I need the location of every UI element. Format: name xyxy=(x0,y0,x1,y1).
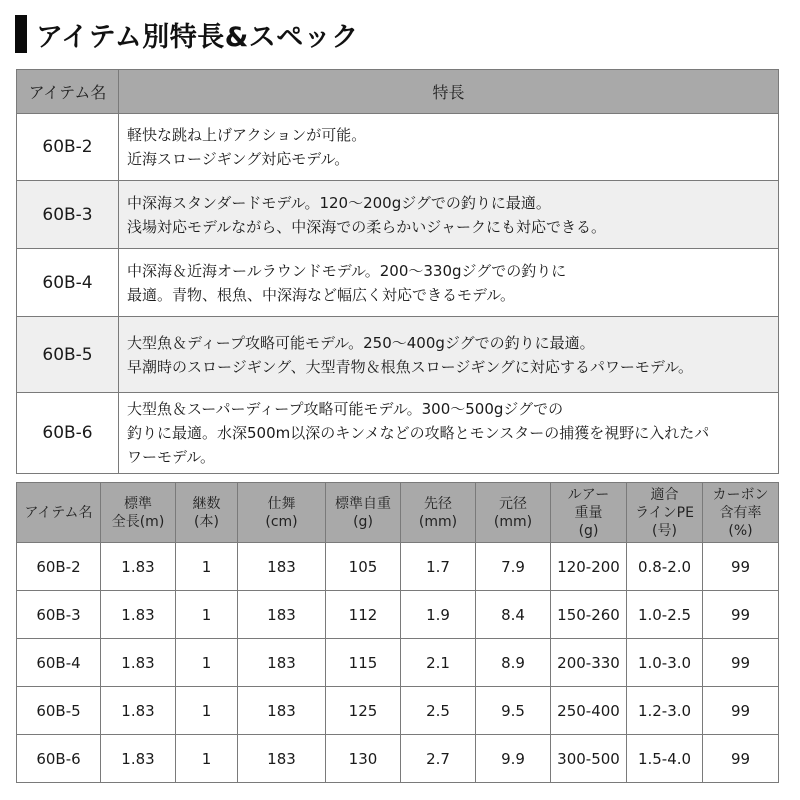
description-line: 浅場対応モデルながら、中深海での柔らかいジャークにも対応できる。 xyxy=(127,217,606,236)
features-row xyxy=(17,249,779,317)
description-line: 大型魚＆ディープ攻略可能モデル。250～400gジグでの釣りに最適。 xyxy=(127,333,595,352)
spec-column-header xyxy=(238,483,326,543)
spec-cell: 183 xyxy=(238,543,326,591)
spec-cell: 60B-4 xyxy=(17,639,101,687)
spec-column-header xyxy=(17,483,101,543)
features-row xyxy=(17,181,779,249)
header-line: アイテム名 xyxy=(24,504,93,521)
item-description xyxy=(119,317,779,393)
description-line: ワーモデル。 xyxy=(127,448,216,466)
spec-cell: 120-200 xyxy=(551,543,627,591)
item-name: 60B-5 xyxy=(17,317,119,393)
spec-cell: 150-260 xyxy=(551,591,627,639)
spec-cell: 115 xyxy=(326,639,401,687)
spec-column-header xyxy=(476,483,551,543)
spec-cell: 250-400 xyxy=(551,687,627,735)
header-line: (号) xyxy=(652,522,677,539)
spec-cell: 183 xyxy=(238,735,326,783)
header-line: (%) xyxy=(728,522,753,539)
heading-accent-bar xyxy=(15,15,27,53)
header-line: カーボン xyxy=(712,486,769,503)
spec-cell: 8.9 xyxy=(476,639,551,687)
item-name: 60B-2 xyxy=(17,114,119,181)
spec-cell: 300-500 xyxy=(551,735,627,783)
header-item-name: アイテム名 xyxy=(17,70,119,114)
header-line: 標準自重 xyxy=(335,495,391,512)
spec-column-header xyxy=(551,483,627,543)
spec-cell: 2.5 xyxy=(401,687,476,735)
spec-cell: 8.4 xyxy=(476,591,551,639)
spec-cell: 60B-6 xyxy=(17,735,101,783)
spec-cell: 2.1 xyxy=(401,639,476,687)
spec-cell: 60B-5 xyxy=(17,687,101,735)
spec-cell: 1 xyxy=(176,591,238,639)
page-title: アイテム別特長&スペック xyxy=(36,21,359,53)
header-line: 含有率 xyxy=(719,504,762,521)
spec-row xyxy=(17,639,779,687)
spec-cell: 99 xyxy=(703,543,779,591)
spec-cell: 99 xyxy=(703,591,779,639)
spec-cell: 1.0-2.5 xyxy=(627,591,703,639)
spec-cell: 0.8-2.0 xyxy=(627,543,703,591)
spec-column-header xyxy=(401,483,476,543)
features-header-row xyxy=(17,70,779,114)
spec-cell: 1.5-4.0 xyxy=(627,735,703,783)
spec-cell: 2.7 xyxy=(401,735,476,783)
header-line: 仕舞 xyxy=(267,495,296,512)
header-line: (g) xyxy=(578,522,599,539)
header-line: 重量 xyxy=(574,504,603,521)
header-features: 特長 xyxy=(119,70,779,114)
spec-column-header xyxy=(627,483,703,543)
header-line: 継数 xyxy=(192,495,221,512)
description-line: 中深海スタンダードモデル。120～200gジグでの釣りに最適。 xyxy=(127,193,551,212)
item-description xyxy=(119,114,779,181)
spec-cell: 130 xyxy=(326,735,401,783)
features-row xyxy=(17,317,779,393)
description-line: 中深海＆近海オールラウンドモデル。200～330gジグでの釣りに xyxy=(127,261,567,280)
features-table xyxy=(16,69,779,474)
spec-cell: 1.83 xyxy=(101,543,176,591)
spec-cell: 105 xyxy=(326,543,401,591)
spec-cell: 1 xyxy=(176,639,238,687)
spec-cell: 1.83 xyxy=(101,735,176,783)
spec-cell: 60B-2 xyxy=(17,543,101,591)
header-line: (cm) xyxy=(265,513,298,530)
description-line: 大型魚＆スーパーディープ攻略可能モデル。300～500gジグでの xyxy=(127,400,564,418)
spec-cell: 1 xyxy=(176,687,238,735)
item-name: 60B-4 xyxy=(17,249,119,317)
spec-column-header xyxy=(176,483,238,543)
spec-cell: 1.7 xyxy=(401,543,476,591)
spec-cell: 1.0-3.0 xyxy=(627,639,703,687)
spec-row xyxy=(17,543,779,591)
spec-cell: 183 xyxy=(238,591,326,639)
spec-cell: 60B-3 xyxy=(17,591,101,639)
specs-header-row xyxy=(17,483,779,543)
spec-row xyxy=(17,687,779,735)
spec-row xyxy=(17,591,779,639)
spec-cell: 99 xyxy=(703,735,779,783)
spec-cell: 7.9 xyxy=(476,543,551,591)
header-line: (mm) xyxy=(493,513,533,530)
description-line: 最適。青物、根魚、中深海など幅広く対応できるモデル。 xyxy=(127,285,516,304)
item-description xyxy=(119,249,779,317)
description-line: 早潮時のスロージギング、大型青物＆根魚スロージギングに対応するパワーモデル。 xyxy=(127,357,693,376)
header-line: 元径 xyxy=(499,495,527,512)
spec-column-header xyxy=(703,483,779,543)
spec-cell: 125 xyxy=(326,687,401,735)
item-description xyxy=(119,393,779,474)
header-line: 先径 xyxy=(424,495,452,512)
spec-cell: 99 xyxy=(703,687,779,735)
features-row xyxy=(17,114,779,181)
spec-row xyxy=(17,735,779,783)
spec-cell: 9.5 xyxy=(476,687,551,735)
item-description xyxy=(119,181,779,249)
header-line: 適合 xyxy=(650,486,679,503)
header-line: (本) xyxy=(194,513,219,530)
item-name: 60B-3 xyxy=(17,181,119,249)
spec-cell: 99 xyxy=(703,639,779,687)
item-name: 60B-6 xyxy=(17,393,119,474)
header-line: ルアー xyxy=(567,486,610,503)
spec-cell: 9.9 xyxy=(476,735,551,783)
description-line: 近海スロージギング対応モデル。 xyxy=(127,150,350,168)
spec-cell: 1 xyxy=(176,735,238,783)
spec-cell: 112 xyxy=(326,591,401,639)
header-line: (mm) xyxy=(418,513,458,530)
spec-cell: 1.83 xyxy=(101,687,176,735)
spec-cell: 1.83 xyxy=(101,639,176,687)
spec-cell: 183 xyxy=(238,687,326,735)
spec-cell: 1.83 xyxy=(101,591,176,639)
specs-table xyxy=(16,482,779,783)
header-line: 標準 xyxy=(124,495,152,512)
spec-cell: 200-330 xyxy=(551,639,627,687)
header-line: ラインPE xyxy=(635,504,694,521)
spec-cell: 1.2-3.0 xyxy=(627,687,703,735)
description-line: 軽快な跳ね上げアクションが可能。 xyxy=(127,126,367,144)
spec-cell: 1 xyxy=(176,543,238,591)
spec-column-header xyxy=(101,483,176,543)
description-line: 釣りに最適。水深500m以深のキンメなどの攻略とモンスターの捕獲を視野に入れたパ xyxy=(127,424,710,442)
spec-column-header xyxy=(326,483,401,543)
section-heading xyxy=(15,14,359,54)
spec-cell: 183 xyxy=(238,639,326,687)
features-row xyxy=(17,393,779,474)
header-line: 全長(m) xyxy=(111,513,165,530)
spec-cell: 1.9 xyxy=(401,591,476,639)
header-line: (g) xyxy=(353,513,373,530)
